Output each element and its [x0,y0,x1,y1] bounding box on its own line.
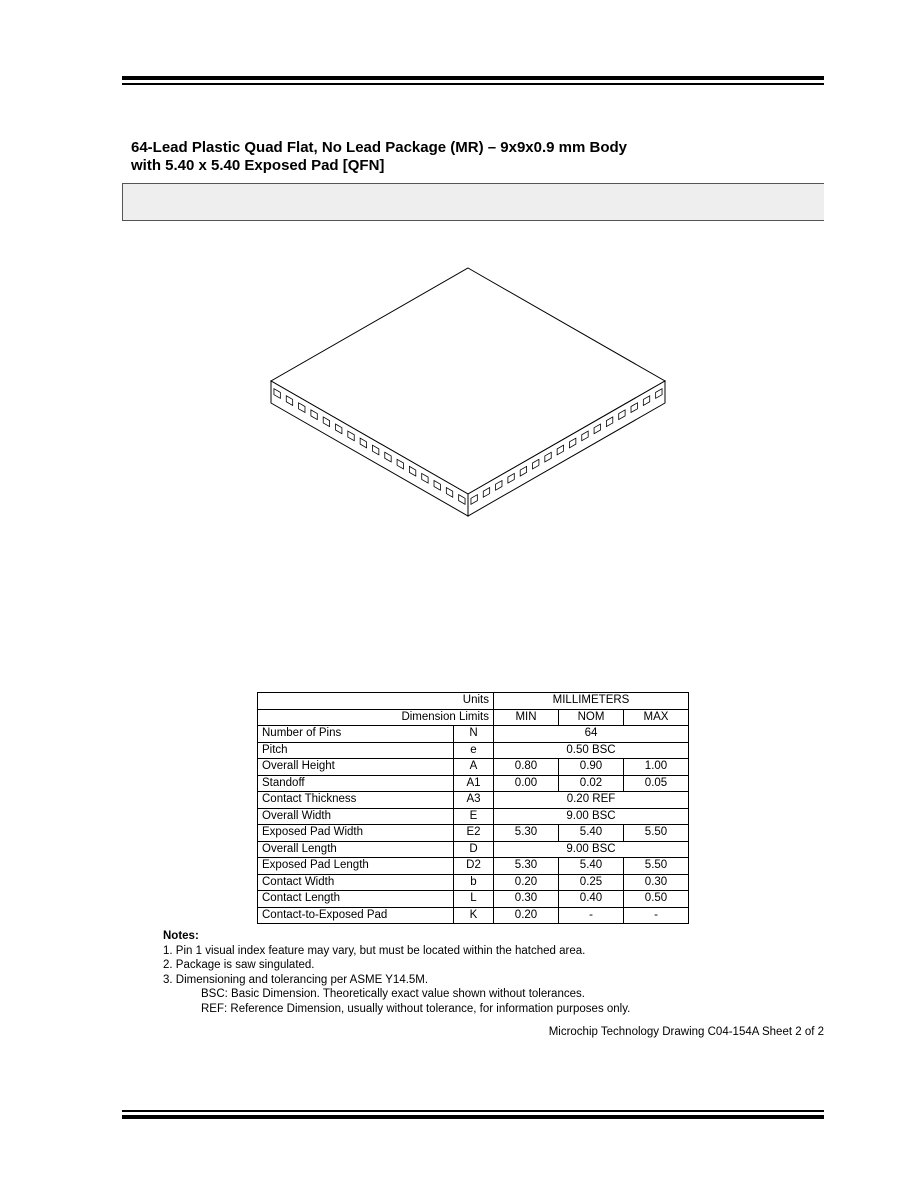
dimension-max: 0.50 [624,891,689,908]
dimension-name: Standoff [258,775,454,792]
col-min: MIN [494,709,559,726]
dimension-max: 5.50 [624,858,689,875]
dimension-value: 9.00 BSC [494,808,689,825]
dimension-max: 1.00 [624,759,689,776]
title-line-2: with 5.40 x 5.40 Exposed Pad [QFN] [131,157,385,174]
dimension-rows [258,726,689,924]
dimension-name: Exposed Pad Width [258,825,454,842]
note-item: 1. Pin 1 visual index feature may vary, but must be located within the hatched area. [163,944,586,957]
dimension-value: 9.00 BSC [494,841,689,858]
dimension-value: 64 [494,726,689,743]
dimension-symbol: D [454,841,494,858]
col-nom: NOM [559,709,624,726]
dimension-nom: 0.02 [559,775,624,792]
dimension-name: Contact Width [258,874,454,891]
dimension-symbol: A [454,759,494,776]
dimension-symbol: E2 [454,825,494,842]
dimension-name: Number of Pins [258,726,454,743]
dimension-name: Overall Width [258,808,454,825]
notes-section [163,929,630,1016]
dimension-symbol: N [454,726,494,743]
dimension-min: 0.00 [494,775,559,792]
dimension-max: - [624,907,689,924]
dimension-name: Overall Height [258,759,454,776]
units-value: MILLIMETERS [494,693,689,710]
notes-heading: Notes: [163,930,199,942]
dimension-min: 0.20 [494,907,559,924]
dimension-row [258,742,689,759]
dimension-nom: 5.40 [559,858,624,875]
dimension-nom: 0.90 [559,759,624,776]
dimension-name: Pitch [258,742,454,759]
dimension-max: 0.05 [624,775,689,792]
dimension-min: 0.80 [494,759,559,776]
col-max: MAX [624,709,689,726]
dimension-name: Contact-to-Exposed Pad [258,907,454,924]
dimension-row [258,858,689,875]
dimension-nom: 5.40 [559,825,624,842]
dimension-symbol: D2 [454,858,494,875]
note-item: 2. Package is saw singulated. [163,959,315,971]
top-rule-thin [122,83,824,85]
dimension-min: 5.30 [494,858,559,875]
dimension-row [258,841,689,858]
dimension-symbol: L [454,891,494,908]
bottom-rule [122,1115,824,1119]
dimension-row [258,775,689,792]
units-label: Units [258,693,494,710]
dimension-max: 0.30 [624,874,689,891]
dimension-row [258,759,689,776]
dimension-name: Exposed Pad Length [258,858,454,875]
dimension-row [258,907,689,924]
title-line-1: 64-Lead Plastic Quad Flat, No Lead Package (MR) – 9x9x0.9 mm Body [131,139,628,156]
dimension-symbol: K [454,907,494,924]
bottom-rule-thin [122,1110,824,1112]
dimension-max: 5.50 [624,825,689,842]
package-isometric-drawing [260,262,680,524]
note-item: 3. Dimensioning and tolerancing per ASME Y14.5M. [163,973,429,986]
dimension-min: 0.20 [494,874,559,891]
dimension-row [258,874,689,891]
note-banner [122,183,824,221]
dimension-row [258,825,689,842]
dimension-nom: 0.40 [559,891,624,908]
limits-label: Dimension Limits [258,709,494,726]
package-top-face [271,268,665,494]
dimension-row [258,891,689,908]
dimension-min: 5.30 [494,825,559,842]
dimension-name: Contact Thickness [258,792,454,809]
dimension-nom: 0.25 [559,874,624,891]
dimension-nom: - [559,907,624,924]
dimension-name: Overall Length [258,841,454,858]
dimension-symbol: e [454,742,494,759]
top-rule [122,76,824,80]
dimension-symbol: E [454,808,494,825]
note-subitem: REF: Reference Dimension, usually without tolerance, for information purposes only. [201,1002,631,1015]
dimension-name: Contact Length [258,891,454,908]
package-title [131,139,821,175]
dimension-symbol: b [454,874,494,891]
dimension-table [257,692,689,924]
dimension-symbol: A3 [454,792,494,809]
dimension-symbol: A1 [454,775,494,792]
dimension-row [258,726,689,743]
dimension-value: 0.20 REF [494,792,689,809]
drawing-reference: Microchip Technology Drawing C04-154A Sheet 2 of 2 [548,1026,824,1038]
dimension-min: 0.30 [494,891,559,908]
note-subitem: BSC: Basic Dimension. Theoretically exact value shown without tolerances. [201,988,585,1000]
dimension-row [258,808,689,825]
dimension-value: 0.50 BSC [494,742,689,759]
dimension-row [258,792,689,809]
